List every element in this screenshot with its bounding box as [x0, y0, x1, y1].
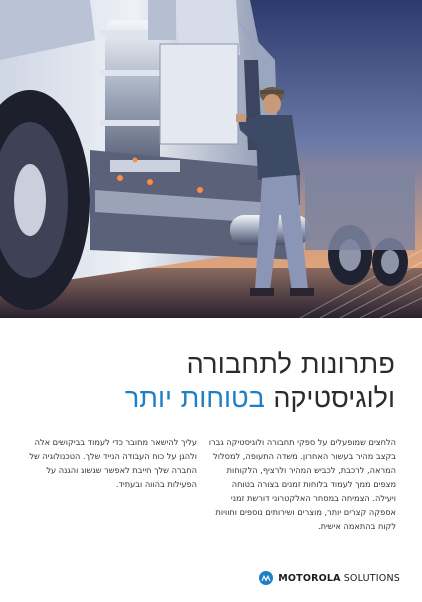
headline-accent: בטוחות יותר — [124, 383, 265, 414]
headline-line-2 — [15, 382, 395, 416]
logo-brand: MOTOROLA — [278, 572, 341, 584]
body-column-right: הלחצים שמופעלים על ספקי תחבורה ולוגיסטיקה גברו בקצב מהיר בעשור האחרון. משדה התעופה, למסלול המראה, לרכבת, לכביש המהיר ולרציף, הלקוחות מצפים ממך לעמוד בלוחות זמנים בצורה בטוחה ויעילה. הצמיחה במסחר האלקטרוני דורשת זמני אספקה קצרים יותר, מוצרים ושירותים נוספים וחוויות לקוח בהתאמה אישית. — [208, 437, 396, 531]
headline-line-1: פתרונות לתחבורה — [186, 349, 395, 380]
logo-sub: SOLUTIONS — [343, 572, 400, 584]
page-headline — [15, 348, 395, 416]
motorola-solutions-logo — [259, 571, 400, 585]
headline-plain: ולוגיסטיקה — [273, 383, 395, 414]
motorola-batwing-icon — [259, 571, 273, 585]
body-column-left: עליך להישאר מחובר כדי לעמוד בביקושים אלה ולהגן על כוח העבודה הנייד שלך. הטכנולוגיה של החברה שלך חייבת לאפשר שגשוג והגנה על הפעילות בהווה ובעתיד. — [29, 437, 197, 489]
